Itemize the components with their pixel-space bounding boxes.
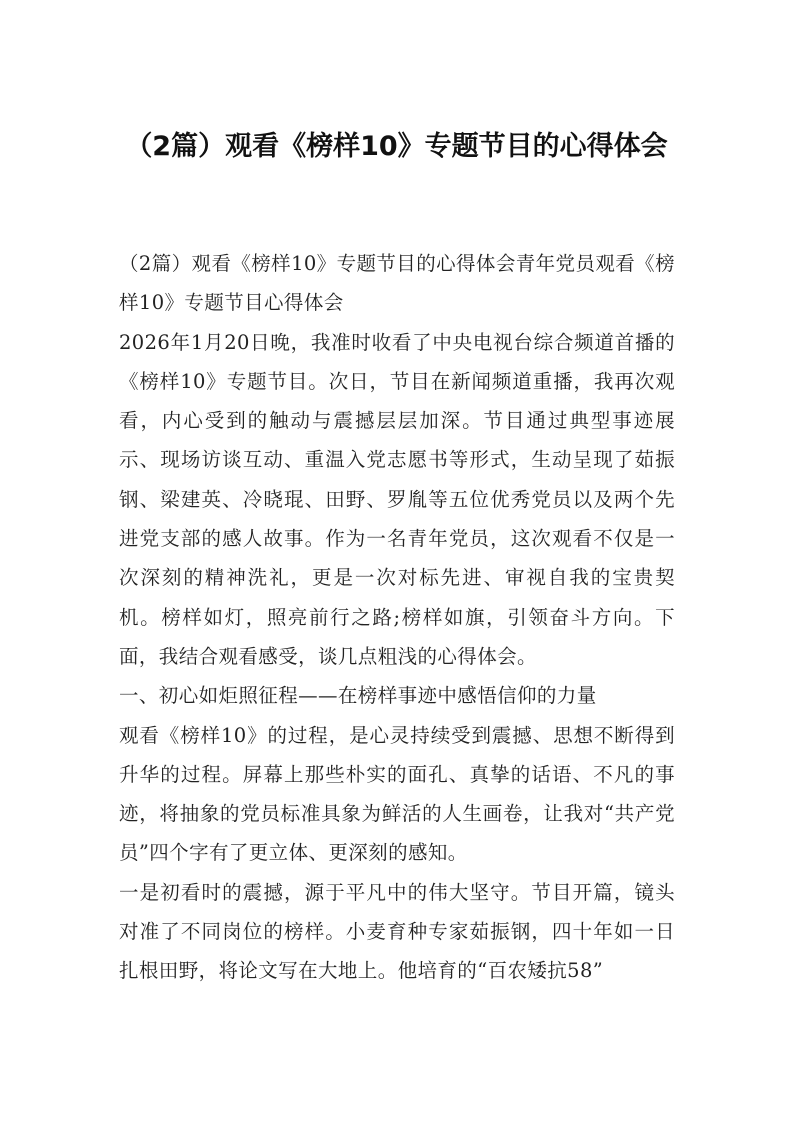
section-heading: 一、初心如炬照征程——在榜样事迹中感悟信仰的力量 (119, 684, 597, 708)
body-paragraph: 观看《榜样10》的过程，是心灵持续受到震撼、思想不断得到升华的过程。屏幕上那些朴实的面孔、真挚的话语、不凡的事迹，将抽象的党员标准具象为鲜活的人生画卷，让我对“共产党员”四个字有了更立体、更深刻的感知。 (119, 723, 675, 865)
intro-paragraph: （2篇）观看《榜样10》专题节目的心得体会青年党员观看《榜样10》专题节目心得体会 (119, 252, 675, 315)
document-title: （2篇）观看《榜样10》专题节目的心得体会 (125, 131, 668, 162)
body-paragraph: 2026年1月20日晚，我准时收看了中央电视台综合频道首播的《榜样10》专题节目。次日，节目在新闻频道重播，我再次观看，内心受到的触动与震撼层层加深。节目通过典型事迹展示、现场访谈互动、重温入党志愿书等形式，生动呈现了茹振钢、梁建英、冷晓琨、田野、罗胤等五位优秀党员以及两个先进党支部的感人故事。作为一名青年党员，这次观看不仅是一次深刻的精神洗礼，更是一次对标先进、审视自我的宝贵契机。榜样如灯，照亮前行之路;榜样如旗，引领奋斗方向。下面，我结合观看感受，谈几点粗浅的心得体会。 (119, 330, 675, 668)
document-body (119, 244, 675, 991)
body-paragraph: 一是初看时的震撼，源于平凡中的伟大坚守。节目开篇，镜头对准了不同岗位的榜样。小麦育种专家茹振钢，四十年如一日扎根田野，将论文写在大地上。他培育的“百农矮抗58” (119, 880, 675, 983)
